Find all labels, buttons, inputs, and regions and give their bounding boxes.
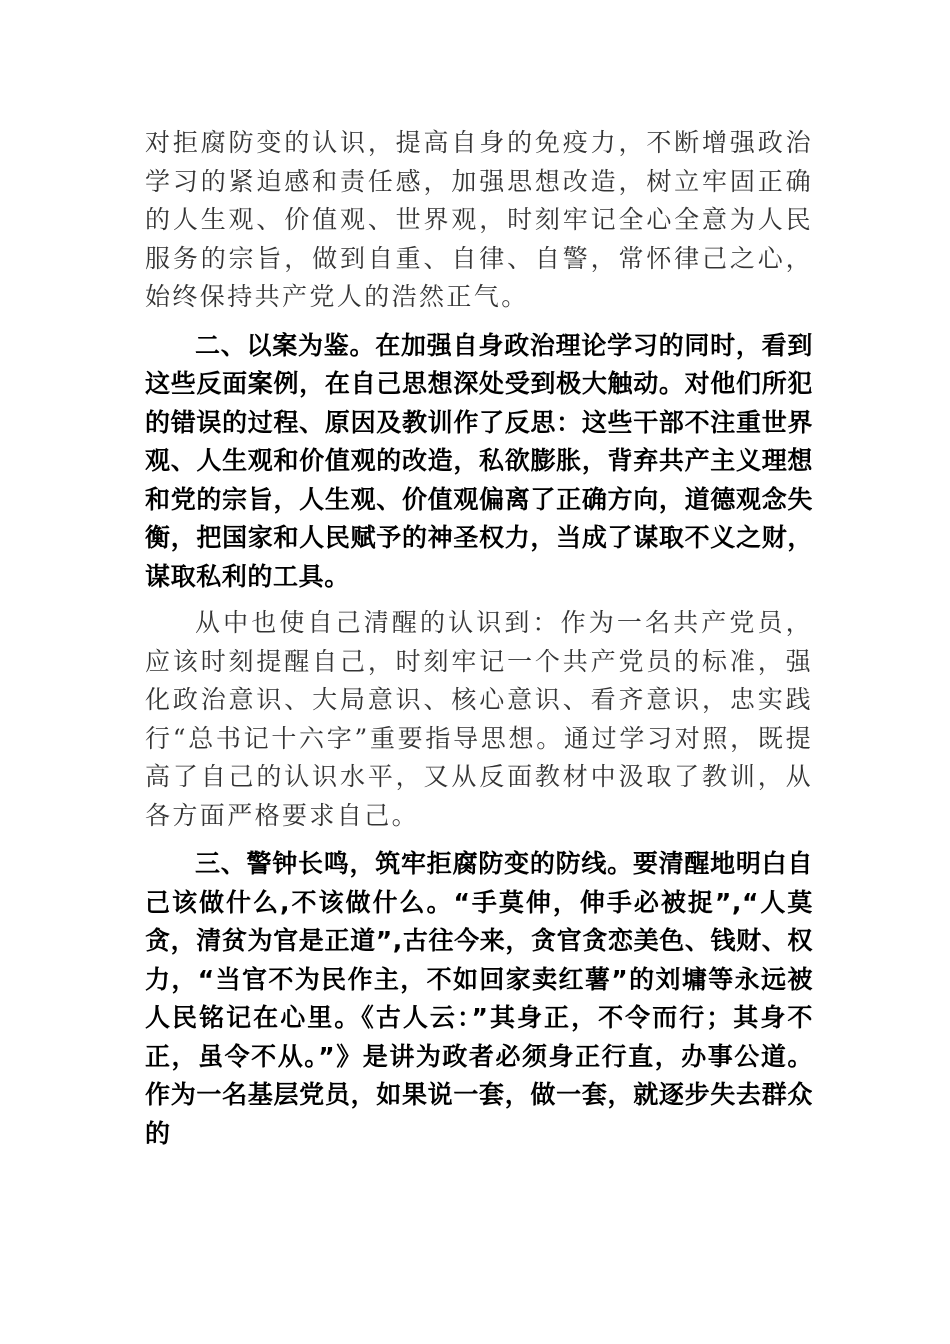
document-body bbox=[145, 124, 813, 1153]
paragraph-section-two: 二、以案为鉴。在加强自身政治理论学习的同时，看到这些反面案例，在自己思想深处受到极大触动。对他们所犯的错误的过程、原因及教训作了反思：这些干部不注重世界观、人生观和价值观的改造，私欲膨胀，背弃共产主义理想和党的宗旨，人生观、价值观偏离了正确方向，道德观念失衡，把国家和人民赋予的神圣权力，当成了谋取不义之财，谋取私利的工具。 bbox=[145, 330, 813, 591]
paragraph-continuation: 对拒腐防变的认识，提高自身的免疫力，不断增强政治学习的紧迫感和责任感，加强思想改造，树立牢固正确的人生观、价值观、世界观，时刻牢记全心全意为人民服务的宗旨，做到自重、自律、自警，常怀律己之心，始终保持共产党人的浩然正气。 bbox=[145, 128, 813, 311]
paragraph-section-three: 三、警钟长鸣，筑牢拒腐防变的防线。要清醒地明白自己该做什么,不该做什么。“手莫伸，伸手必被捉”,“人莫贪，清贫为官是正道”,古往今来，贪官贪恋美色、钱财、权力，“当官不为民作主，不如回家卖红薯”的刘墉等永远被人民铭记在心里。《古人云：”其身正，不令而行；其身不正，虽令不从。”》是讲为政者必须身正行直，办事公道。作为一名基层党员，如果说一套，做一套，就逐步失去群众的 bbox=[145, 849, 813, 1148]
paragraph-reflection: 从中也使自己清醒的认识到：作为一名共产党员，应该时刻提醒自己，时刻牢记一个共产党员的标准，强化政治意识、大局意识、核心意识、看齐意识，忠实践行“总书记十六字”重要指导思想。通过学习对照，既提高了自己的认识水平，又从反面教材中汲取了教训，从各方面严格要求自己。 bbox=[145, 608, 813, 830]
